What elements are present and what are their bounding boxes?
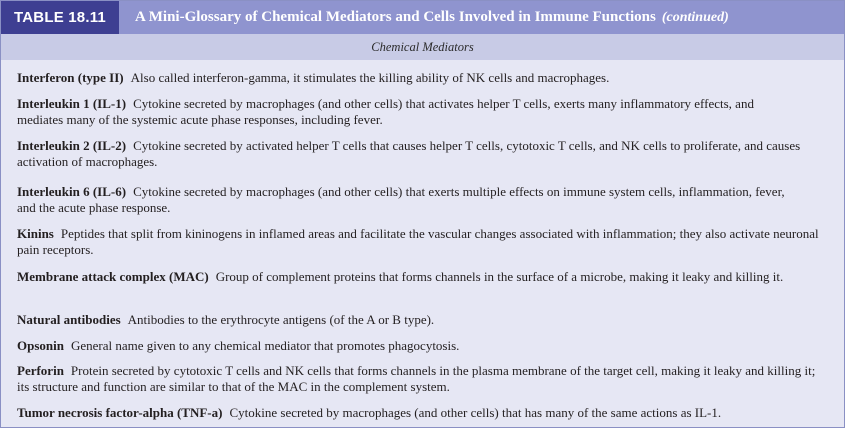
entry-term: Tumor necrosis factor-alpha (TNF-a) xyxy=(17,405,223,420)
entry-definition: Cytokine secreted by macrophages (and other cells) that activates helper T cells, exerts many inflammatory effects, and mediates many of the systemic acute phase responses, including fever. xyxy=(17,96,754,127)
entry-definition: Also called interferon-gamma, it stimulates the killing ability of NK cells and macrophages. xyxy=(130,70,610,85)
glossary-entry xyxy=(17,405,835,421)
entry-term: Membrane attack complex (MAC) xyxy=(17,269,209,284)
glossary-entry xyxy=(17,226,835,258)
entry-term: Natural antibodies xyxy=(17,312,121,327)
glossary-entry xyxy=(17,70,835,86)
glossary-entry xyxy=(17,269,817,285)
entry-term: Interleukin 2 (IL-2) xyxy=(17,138,127,153)
entry-definition: Peptides that split from kininogens in inflamed areas and facilitate the vascular changes associated with inflammation; they also activate neuronal pain receptors. xyxy=(17,226,819,257)
entry-definition: Cytokine secreted by activated helper T cells that causes helper T cells, cytotoxic T cells, and NK cells to proliferate, and causes activation of macrophages. xyxy=(17,138,801,169)
table-title xyxy=(135,1,729,34)
table-header xyxy=(1,1,844,34)
entry-definition: Group of complement proteins that forms channels in the surface of a microbe, making it leaky and killing it. xyxy=(215,269,784,284)
entry-term: Interferon (type II) xyxy=(17,70,124,85)
entry-definition: Cytokine secreted by macrophages (and other cells) that exerts multiple effects on immune system cells, inflammation, fever, and the acute phase response. xyxy=(17,184,785,215)
section-heading: Chemical Mediators xyxy=(1,34,844,60)
table-title-text: A Mini-Glossary of Chemical Mediators and Cells Involved in Immune Functions xyxy=(135,9,656,25)
entry-term: Perforin xyxy=(17,363,64,378)
entry-definition: General name given to any chemical mediator that promotes phagocytosis. xyxy=(70,338,460,353)
entry-term: Kinins xyxy=(17,226,54,241)
table-title-suffix: (continued) xyxy=(661,10,729,25)
glossary-entry xyxy=(17,338,835,354)
glossary-entry xyxy=(17,138,817,170)
glossary-entry xyxy=(17,184,797,216)
glossary-entry xyxy=(17,96,797,128)
entry-term: Interleukin 1 (IL-1) xyxy=(17,96,127,111)
entry-term: Interleukin 6 (IL-6) xyxy=(17,184,127,199)
entry-term: Opsonin xyxy=(17,338,64,353)
entry-definition: Cytokine secreted by macrophages (and other cells) that has many of the same actions as IL-1. xyxy=(229,405,722,420)
glossary-entry xyxy=(17,312,835,328)
table-number: TABLE 18.11 xyxy=(1,1,119,34)
entry-definition: Protein secreted by cytotoxic T cells and NK cells that forms channels in the plasma membrane of the target cell, making it leaky and killing it; its structure and function are similar to that of the MAC in the complement system. xyxy=(17,363,816,394)
entry-definition: Antibodies to the erythrocyte antigens (of the A or B type). xyxy=(127,312,435,327)
glossary-entry xyxy=(17,363,827,395)
